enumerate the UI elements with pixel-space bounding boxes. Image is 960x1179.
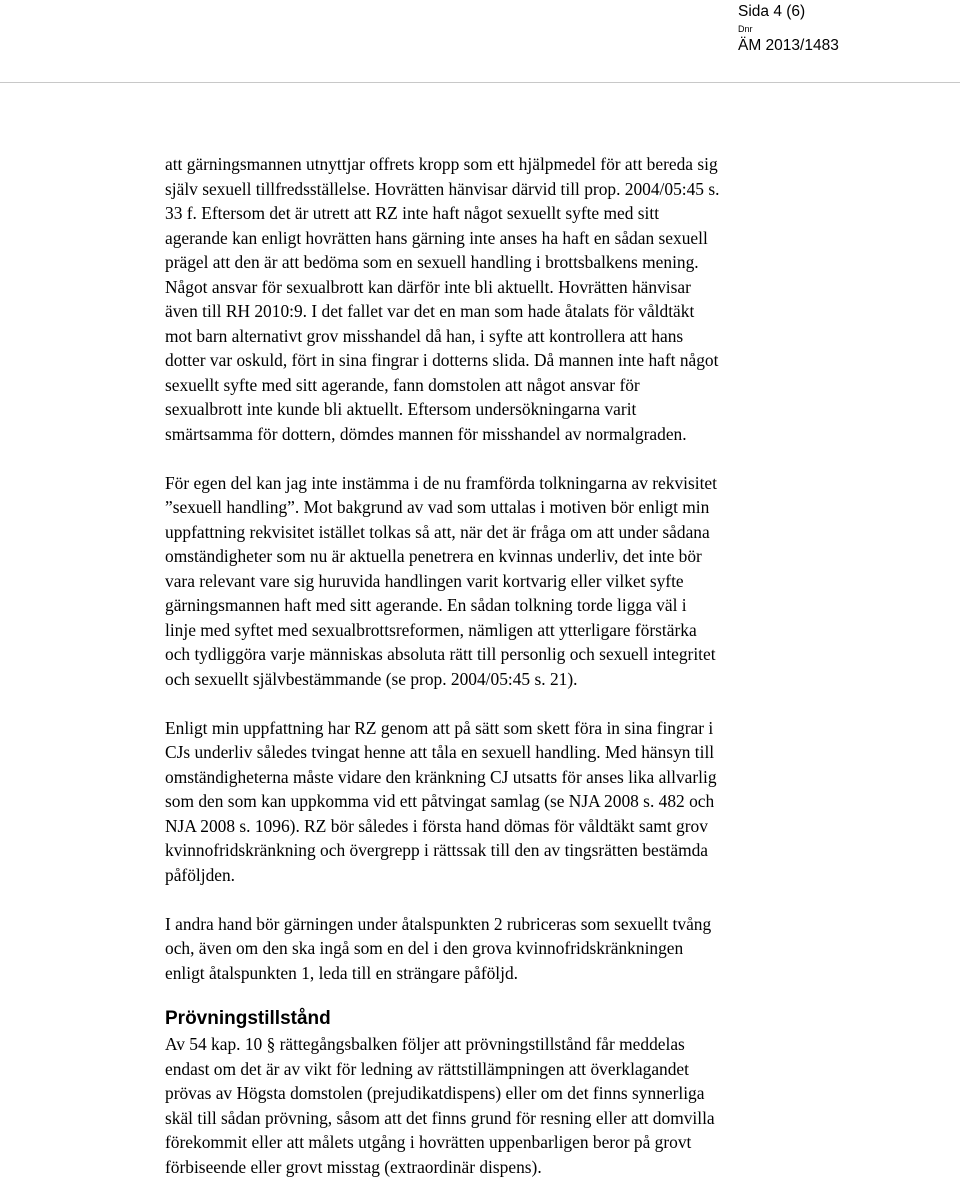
text-line: smärtsamma för dottern, dömdes mannen för misshandel av normalgraden. <box>165 422 829 447</box>
case-number: ÄM 2013/1483 <box>738 36 839 56</box>
text-line: sexualbrott inte kunde bli aktuellt. Eftersom undersökningarna varit <box>165 397 829 422</box>
paragraph-5 <box>165 1032 829 1179</box>
text-line: även till RH 2010:9. I det fallet var det en man som hade åtalats för våldtäkt <box>165 299 829 324</box>
text-line: omständigheter som nu är aktuella penetrera en kvinnas underliv, det inte bör <box>165 544 829 569</box>
text-line: mot barn alternativt grov misshandel då han, i syfte att kontrollera att hans <box>165 324 829 349</box>
page-number: Sida 4 (6) <box>738 2 805 22</box>
text-line: dotter var oskuld, fört in sina fingrar i dotterns slida. Då mannen inte haft något <box>165 348 829 373</box>
dnr-label: Dnr <box>738 24 753 35</box>
text-line: och sexuellt självbestämmande (se prop. 2004/05:45 s. 21). <box>165 667 829 692</box>
text-line: och, även om den ska ingå som en del i den grova kvinnofridskränkningen <box>165 936 829 961</box>
text-line: påföljden. <box>165 863 829 888</box>
text-line: NJA 2008 s. 1096). RZ bör således i första hand dömas för våldtäkt samt grov <box>165 814 829 839</box>
text-line: prägel att den är att bedöma som en sexuell handling i brottsbalkens mening. <box>165 250 829 275</box>
text-line: kvinnofridskränkning och övergrepp i rättssak till den av tingsrätten bestämda <box>165 838 829 863</box>
text-line: Av 54 kap. 10 § rättegångsbalken följer att prövningstillstånd får meddelas <box>165 1032 829 1057</box>
text-line: förbiseende eller grovt misstag (extraordinär dispens). <box>165 1155 829 1179</box>
text-line: ”sexuell handling”. Mot bakgrund av vad som uttalas i motiven bör enligt min <box>165 495 829 520</box>
text-line: sexuellt syfte med sitt agerande, fann domstolen att något ansvar för <box>165 373 829 398</box>
text-line: För egen del kan jag inte instämma i de nu framförda tolkningarna av rekvisitet <box>165 471 829 496</box>
page-header <box>0 0 960 84</box>
paragraph-2 <box>165 471 829 692</box>
text-line: skäl till sådan prövning, såsom att det finns grund för resning eller att domvilla <box>165 1106 829 1131</box>
section-heading: Prövningstillstånd <box>165 1006 829 1032</box>
text-line: linje med syftet med sexualbrottsreformen, nämligen att ytterligare förstärka <box>165 618 829 643</box>
text-line: Något ansvar för sexualbrott kan därför inte bli aktuellt. Hovrätten hänvisar <box>165 275 829 300</box>
text-line: CJs underliv således tvingat henne att tåla en sexuell handling. Med hänsyn till <box>165 740 829 765</box>
text-line: som den som kan uppkomma vid ett påtvingat samlag (se NJA 2008 s. 482 och <box>165 789 829 814</box>
text-line: prövas av Högsta domstolen (prejudikatdispens) eller om det finns synnerliga <box>165 1081 829 1106</box>
text-line: omständigheterna måste vidare den kränkning CJ utsatts för anses lika allvarlig <box>165 765 829 790</box>
text-line: förekommit eller att målets utgång i hovrätten uppenbarligen beror på grovt <box>165 1130 829 1155</box>
text-line: I andra hand bör gärningen under åtalspunkten 2 rubriceras som sexuellt tvång <box>165 912 829 937</box>
paragraph-4 <box>165 912 829 986</box>
document-body <box>165 152 829 1179</box>
text-line: Enligt min uppfattning har RZ genom att på sätt som skett föra in sina fingrar i <box>165 716 829 741</box>
text-line: själv sexuell tillfredsställelse. Hovrätten hänvisar därvid till prop. 2004/05:45 s. <box>165 177 829 202</box>
text-line: vara relevant vare sig huruvida handlingen varit kortvarig eller vilket syfte <box>165 569 829 594</box>
text-line: agerande kan enligt hovrätten hans gärning inte anses ha haft en sådan sexuell <box>165 226 829 251</box>
text-line: enligt åtalspunkten 1, leda till en strängare påföljd. <box>165 961 829 986</box>
text-line: och tydliggöra varje människas absoluta rätt till personlig och sexuell integritet <box>165 642 829 667</box>
paragraph-1 <box>165 152 829 446</box>
text-line: endast om det är av vikt för ledning av rättstillämpningen att överklagandet <box>165 1057 829 1082</box>
header-divider <box>0 82 960 83</box>
paragraph-3 <box>165 716 829 888</box>
text-line: gärningsmannen haft med sitt agerande. En sådan tolkning torde ligga väl i <box>165 593 829 618</box>
text-line: att gärningsmannen utnyttjar offrets kropp som ett hjälpmedel för att bereda sig <box>165 152 829 177</box>
text-line: 33 f. Eftersom det är utrett att RZ inte haft något sexuellt syfte med sitt <box>165 201 829 226</box>
text-line: uppfattning rekvisitet istället tolkas så att, när det är fråga om att under sådana <box>165 520 829 545</box>
